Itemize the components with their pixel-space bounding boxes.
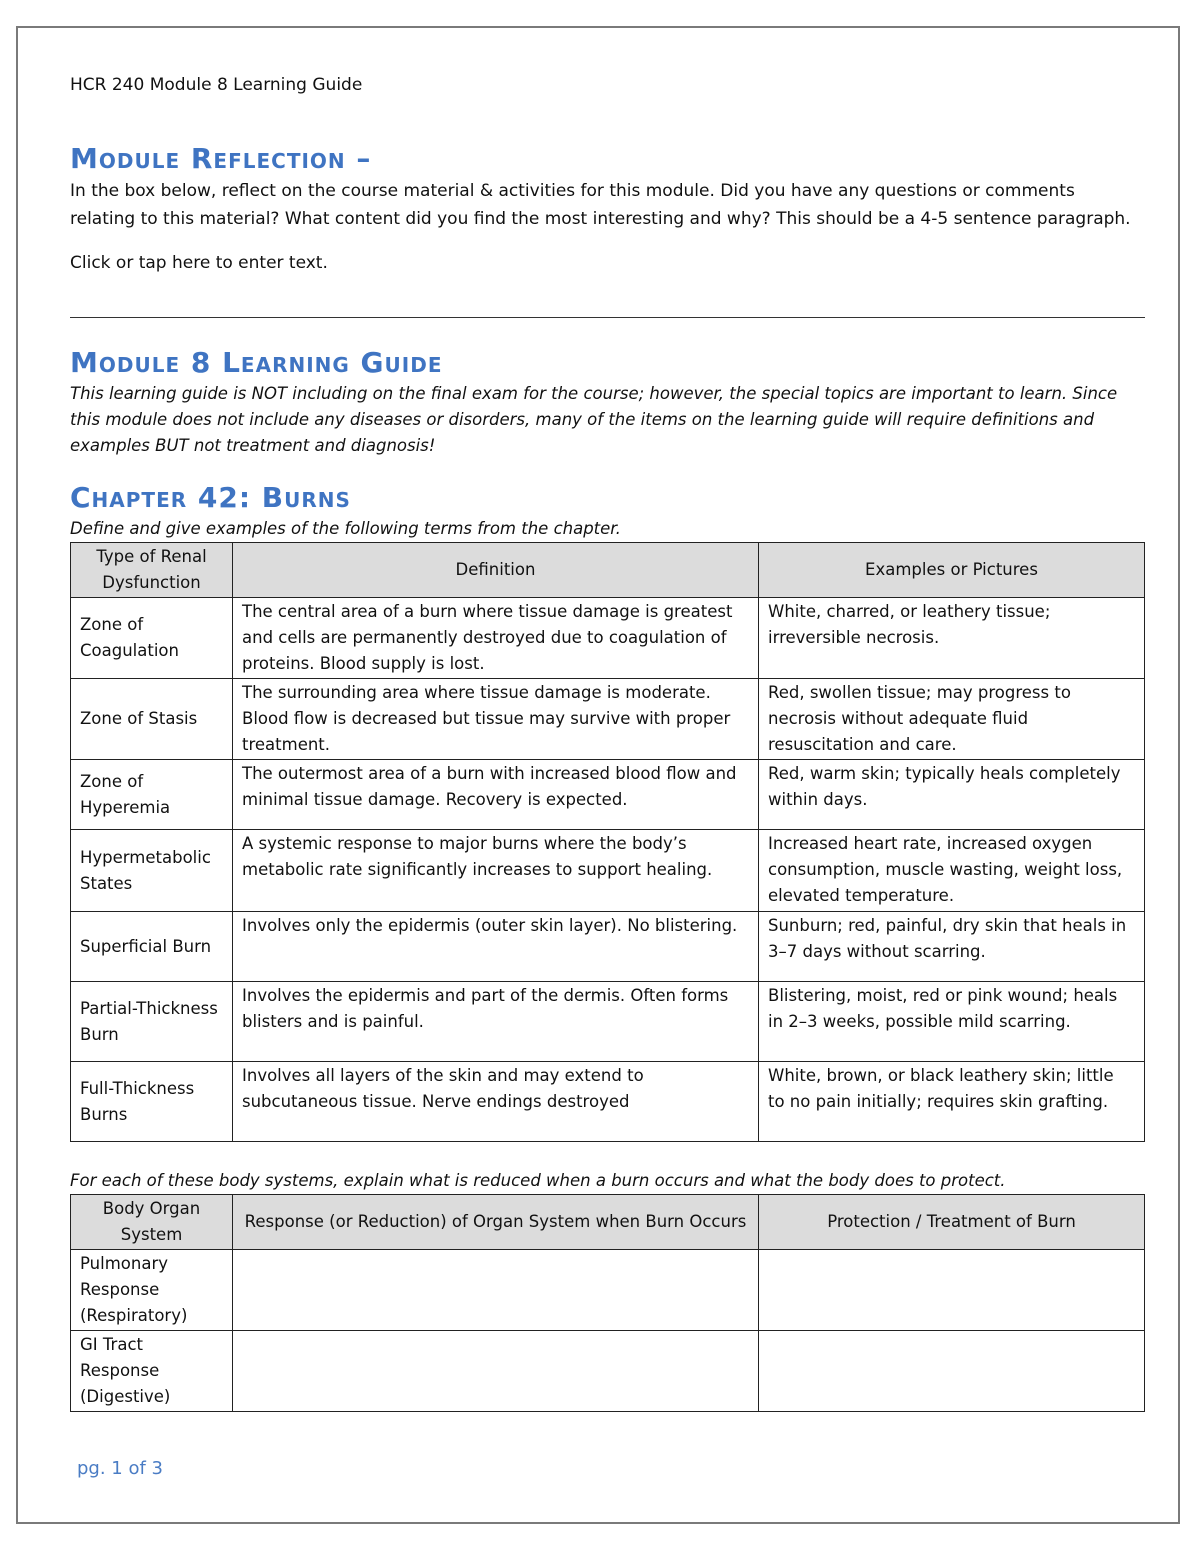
system-cell: GI Tract Response (Digestive) [71,1331,233,1412]
page-content [70,72,1145,1412]
examples-cell[interactable]: Increased heart rate, increased oxygen consumption, muscle wasting, weight loss, elevated temperature. [759,830,1145,912]
term-cell: Zone of Stasis [71,679,233,760]
definition-cell[interactable]: Involves only the epidermis (outer skin layer). No blistering. [233,912,759,982]
terms-table [70,542,1145,1142]
term-cell: Zone of Coagulation [71,598,233,679]
term-cell: Full-Thickness Burns [71,1062,233,1142]
definition-cell[interactable]: The surrounding area where tissue damage is moderate. Blood flow is decreased but tissue may survive with proper treatment. [233,679,759,760]
header-term: Type of Renal Dysfunction [71,543,233,598]
table-row [71,679,1145,760]
table-row [71,598,1145,679]
reflection-heading: Module Reflection – [70,142,372,175]
table-row [71,1250,1145,1331]
systems-table-header [71,1195,1145,1250]
page-number: pg. 1 of 3 [77,1458,163,1479]
systems-instruction: For each of these body systems, explain what is reduced when a burn occurs and what the body does to protect. [70,1171,1006,1190]
table-row [71,830,1145,912]
learning-guide-heading: Module 8 Learning Guide [70,346,443,379]
table-row [71,1331,1145,1412]
examples-cell[interactable]: White, brown, or black leathery skin; little to no pain initially; requires skin grafting. [759,1062,1145,1142]
definition-cell[interactable]: Involves the epidermis and part of the dermis. Often forms blisters and is painful. [233,982,759,1062]
system-cell: Pulmonary Response (Respiratory) [71,1250,233,1331]
chapter-heading: Chapter 42: Burns [70,481,351,514]
examples-cell[interactable]: Red, swollen tissue; may progress to necrosis without adequate fluid resuscitation and care. [759,679,1145,760]
definition-cell[interactable]: The outermost area of a burn with increased blood flow and minimal tissue damage. Recovery is expected. [233,760,759,830]
definition-cell[interactable]: A systemic response to major burns where the body’s metabolic rate significantly increases to support healing. [233,830,759,912]
header-response: Response (or Reduction) of Organ System when Burn Occurs [233,1195,759,1250]
reflection-prompt: In the box below, reflect on the course material & activities for this module. Did you have any questions or comments relating to this material? What content did you find the most interesting and why? This should be a 4-5 sentence paragraph. [70,181,1131,229]
chapter-instruction: Define and give examples of the following terms from the chapter. [70,519,621,538]
protection-cell[interactable] [759,1250,1145,1331]
table-row [71,912,1145,982]
header-system: Body Organ System [71,1195,233,1250]
table-row [71,982,1145,1062]
term-cell: Hypermetabolic States [71,830,233,912]
definition-cell[interactable]: Involves all layers of the skin and may extend to subcutaneous tissue. Nerve endings destroyed [233,1062,759,1142]
terms-table-header [71,543,1145,598]
examples-cell[interactable]: White, charred, or leathery tissue; irreversible necrosis. [759,598,1145,679]
protection-cell[interactable] [759,1331,1145,1412]
examples-cell[interactable]: Red, warm skin; typically heals completely within days. [759,760,1145,830]
header-examples: Examples or Pictures [759,543,1145,598]
table-row [71,760,1145,830]
response-cell[interactable] [233,1250,759,1331]
examples-cell[interactable]: Blistering, moist, red or pink wound; heals in 2–3 weeks, possible mild scarring. [759,982,1145,1062]
section-divider [70,317,1145,318]
reflection-text-field[interactable]: Click or tap here to enter text. [70,253,328,273]
term-cell: Superficial Burn [71,912,233,982]
document-header: HCR 240 Module 8 Learning Guide [70,75,363,95]
header-definition: Definition [233,543,759,598]
definition-cell[interactable]: The central area of a burn where tissue damage is greatest and cells are permanently destroyed due to coagulation of proteins. Blood supply is lost. [233,598,759,679]
examples-cell[interactable]: Sunburn; red, painful, dry skin that heals in 3–7 days without scarring. [759,912,1145,982]
systems-table [70,1194,1145,1412]
response-cell[interactable] [233,1331,759,1412]
table-row [71,1062,1145,1142]
header-protection: Protection / Treatment of Burn [759,1195,1145,1250]
learning-guide-intro: This learning guide is NOT including on the final exam for the course; however, the special topics are important to learn. Since this module does not include any diseases or disorders, many of the items on the learning guide will require definitions and examples BUT not treatment and diagnosis! [70,384,1118,455]
term-cell: Zone of Hyperemia [71,760,233,830]
term-cell: Partial-Thickness Burn [71,982,233,1062]
